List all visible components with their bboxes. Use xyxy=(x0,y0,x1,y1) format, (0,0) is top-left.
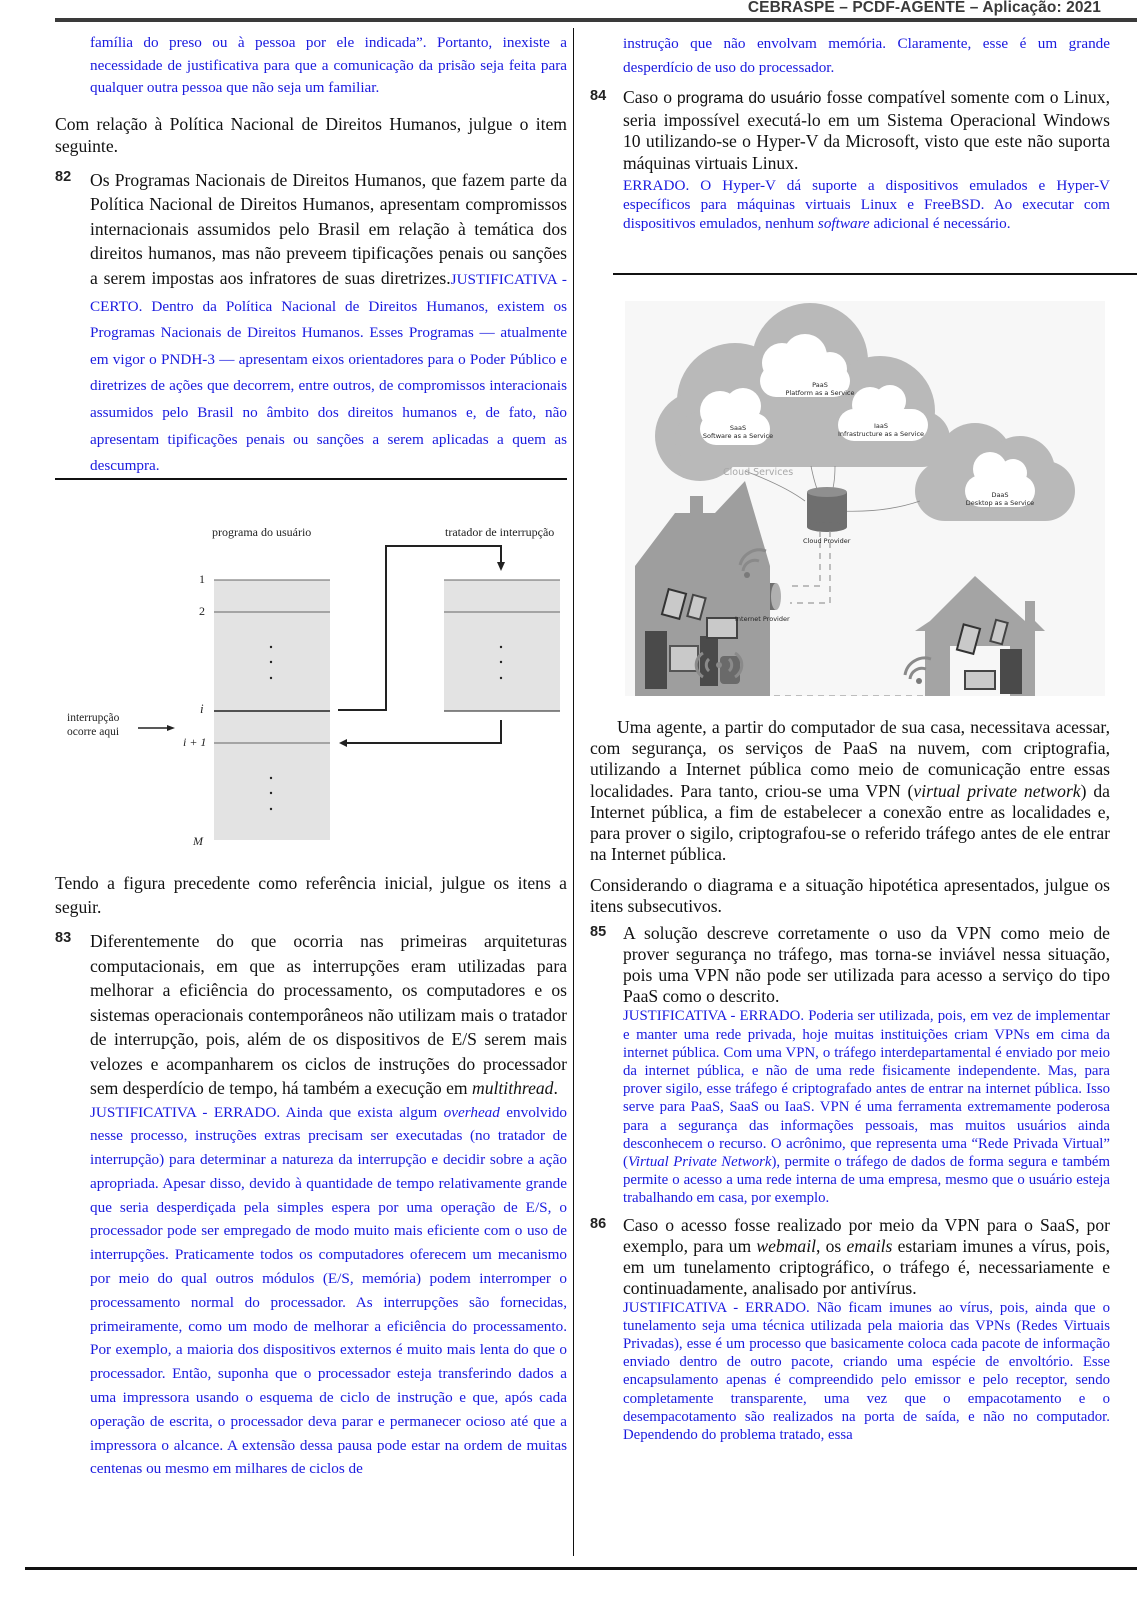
item-86-text-c: estariam imunes a vírus, pois, em um tunelamento criptográfico, o tráfego é, necessariamente e continuadamente, analisado por antivírus. xyxy=(623,1235,1110,1298)
scenario-text-pre: Uma agente, a partir do computador de sua casa, necessitava acessar, com segurança, os serviços de PaaS na nuvem, com criptografia, utilizando a Internet pública como meio de comunicação entre essas localidades. Para tanto, criou-se uma VPN ( xyxy=(590,717,1110,801)
paas-label xyxy=(770,381,870,397)
item-number: 82 xyxy=(55,168,72,185)
item-number: 86 xyxy=(590,1215,607,1232)
daas-subtitle: Desktop as a Service xyxy=(965,499,1035,507)
scenario-text-post: ) da Internet pública, a fim de estabelecer a conexão entre as localidades e, para prover o sigilo, criptografou-se o referido tráfego antes de ele entrar na Internet pública. xyxy=(590,780,1110,865)
cloud-provider-label: Cloud Provider xyxy=(803,537,851,545)
item-85-justification-text: JUSTIFICATIVA - ERRADO. Poderia ser utilizada, pois, em vez de implementar e manter uma rede privada, hoje muitas instituições criam VPNs em cima da internet pública. Com uma VPN, o tráfego interdepartamental é enviado por meio da internet pública, e não de uma rede fisicamente independente. Mas, para prover sigilo, esse tráfego é criptografado antes de entrar na internet pública. Isso serve para PaaS, SaaS ou IaaS. VPN é uma ferramenta extremamente poderosa para a segurança das informações pessoais, mas muitos usuários ainda desconhecem o recurso. O acrônimo, que representa uma “Rede Privada Virtual” ( xyxy=(623,1008,1110,1171)
intro-item-82: Com relação à Política Nacional de Direitos Humanos, julgue o item seguinte. xyxy=(55,113,567,157)
item-86-italic-emails: emails xyxy=(846,1235,893,1256)
item-86-text-a: Caso o acesso fosse realizado por meio da VPN para o SaaS, por exemplo, para um xyxy=(623,1214,1110,1256)
label-interrupt-handler: tratador de interrupção xyxy=(445,525,555,539)
column-divider xyxy=(573,28,574,1556)
item-82-statement: Os Programas Nacionais de Direitos Humanos, que fazem parte da Política Nacional de Direitos Humanos, apresentam compromissos internacionais assumidos pelo Brasil em relação à temática dos direitos humanos, mas não preveem tipificações penais ou sanções a serem impostas aos infratores de suas diretrizes. xyxy=(90,169,567,289)
item-86-text-b: , os xyxy=(816,1235,847,1256)
question-item-84 xyxy=(590,87,1110,234)
paas-title: PaaS xyxy=(812,381,828,389)
row-label-m: M xyxy=(193,834,203,848)
item-84-justification xyxy=(623,176,1110,234)
section-rule-left xyxy=(55,478,567,480)
saas-label xyxy=(693,424,783,440)
intro-item-83: Tendo a figura precedente como referência inicial, julgue os itens a seguir. xyxy=(55,873,567,917)
iaas-title: IaaS xyxy=(873,422,888,430)
item-84-justification-text: ERRADO. O Hyper-V dá suporte a dispositivos emulados e Hyper-V específicos para máquinas virtuais Linux e FreeBSD. Ao executar com dispositivos emulados, nenhum xyxy=(623,177,1110,233)
label-user-program: programa do usuário xyxy=(212,525,312,539)
cloud-services-diagram xyxy=(625,301,1105,696)
iaas-subtitle: Infrastructure as a Service xyxy=(837,430,925,438)
item-number: 83 xyxy=(55,930,72,946)
right-column xyxy=(590,32,1110,234)
item-86-statement xyxy=(623,1215,1110,1299)
item-85-justification-italic: Virtual Private Network xyxy=(627,1154,772,1171)
saas-subtitle: Software as a Service xyxy=(702,432,774,440)
label-interrupt-occurs-2: ocorre aqui xyxy=(67,726,120,738)
row-label-i: i xyxy=(200,701,204,716)
item-84-statement xyxy=(623,87,1110,174)
section-rule-right xyxy=(613,273,1137,275)
item-83-justification xyxy=(90,1101,567,1482)
exam-title: CEBRASPE – PCDF-AGENTE – Aplicação: 2021 xyxy=(747,0,1101,16)
daas-title: DaaS xyxy=(991,491,1009,499)
interrupt-diagram xyxy=(55,500,567,848)
internet-provider-label: Internet Provider xyxy=(735,615,790,623)
item-84-text-post: fosse compatível somente com o Linux, seria impossível executá-lo em um Sistema Operacional Windows 10 utilizando-se o Hyper-V da Microsoft, visto que este não suporta máquinas virtuais Linux. xyxy=(623,87,1110,173)
paas-subtitle: Platform as a Service xyxy=(785,389,855,397)
item-82-justification: JUSTIFICATIVA - CERTO. Dentro da Política Nacional de Direitos Humanos, existem os Programas Nacionais de Direitos Humanos. Esses Programas — atualmente em vigor o PNDH-3 — apresentam eixos orientadores para o Poder Público e diretrizes de ações que decorrem, entre outros, de compromissos interacionais assumidos pelo Brasil no âmbito dos direitos humanos e, de fato, não apresentam tipificações penais ou sanções a serem aplicadas a quem as descumpra. xyxy=(90,271,567,475)
item-84-justification-italic: software xyxy=(817,215,870,233)
iaas-label xyxy=(831,422,931,438)
right-column-lower xyxy=(590,717,1110,1444)
continuation-justification: família do preso ou à pessoa por ele indicada”. Portanto, inexiste a necessidade de justificativa para que a comunicação da prisão seja feita para qualquer outra pessoa que não seja um familiar. xyxy=(90,34,567,96)
left-column xyxy=(55,32,567,479)
item-84-text-pre: Caso o xyxy=(623,87,678,107)
row-label-1: 1 xyxy=(199,572,205,586)
item-83-statement-end: . xyxy=(553,1078,558,1098)
item-83-justification-text: JUSTIFICATIVA - ERRADO. Ainda que exista algum xyxy=(90,1103,444,1121)
item-83-italic-term: multithread xyxy=(472,1078,554,1098)
item-83-justification-italic: overhead xyxy=(443,1103,500,1121)
continuation-justification-right: instrução que não envolvam memória. Claramente, esse é um grande desperdício de uso do processador. xyxy=(623,35,1110,76)
row-label-2: 2 xyxy=(199,604,205,618)
item-83-statement xyxy=(90,929,567,1101)
item-number: 84 xyxy=(590,88,607,104)
item-86-justification: JUSTIFICATIVA - ERRADO. Não ficam imunes ao vírus, pois, ainda que o tunelamento seja uma técnica utilizada pela maioria das VPNs (Redes Virtuais Privadas), esse é um processo que basicamente coloca cada pacote de informação enviado dentro de outro pacote, criando uma espécie de envoltório. Esse encapsulamento apenas é compreendido pelo emissor e pelo receptor, sendo completamente transparente, uma vez que o empacotamento e o desempacotamento são realizados na porta de saída, e não no computador. Dependendo do problema tratado, essa xyxy=(623,1299,1110,1444)
interrupt-flow-svg xyxy=(55,500,567,840)
item-83-justification-rest: envolvido nesse processo, instruções extras precisam ser executadas (no tratador de interrupção) para determinar a natureza da interrupção e decidir sobre a ação apropriada. Apesar disso, devido à quantidade de tempo relativamente grande que seria desperdiçada pela simples espera por uma operação de E/S, o processador pode ser empregado de modo muito mais eficiente com o uso de interrupções. Praticamente todos os computadores oferecem um mecanismo por meio do qual outros módulos (E/S, memória) podem interromper o processamento normal do processador. As interrupções são fornecidas, primeiramente, como um modo de melhorar a eficiência do processamento. Por exemplo, a maioria dos dispositivos externos é muito mais lenta do que o processador. Então, suponha que o processador esteja transferindo dados a uma impressora usando o esquema de ciclo de instrução e que, após cada operação de escrita, o processador deva parar e permanecer ocioso até que a impressora o alcance. A extensão dessa pausa pode estar na ordem de muitas centenas ou mesmo em milhares de ciclos de xyxy=(90,1103,568,1478)
item-83-statement-text: Diferentemente do que ocorria nas primeiras arquiteturas computacionais, em que as interrupções eram utilizadas para melhorar a eficiência do processamento, os computadores e os sistemas operacionais contemporâneos não utilizam mais o tratador de interrupção, pois, além de os dispositivos de E/S serem mais velozes e acompanharem os ciclos de instruções do processador sem desperdício de tempo, há também a execução em xyxy=(90,931,567,1098)
item-number: 85 xyxy=(590,924,607,941)
row-label-i-plus-1: i + 1 xyxy=(183,735,207,749)
question-item-85 xyxy=(590,923,1110,1207)
intro-item-85: Considerando o diagrama e a situação hipotética apresentados, julgue os itens subsecutivos. xyxy=(590,875,1110,916)
left-column-lower xyxy=(55,872,567,1481)
item-84-program-term: programa do usuário xyxy=(677,90,822,107)
label-interrupt-occurs-1: interrupção xyxy=(67,712,120,724)
scenario-italic: virtual private network xyxy=(913,780,1081,801)
item-85-justification xyxy=(623,1007,1110,1207)
item-85-statement: A solução descreve corretamente o uso da VPN como meio de prover segurança no tráfego, mas torna-se inviável nessa situação, pois uma VPN não pode ser utilizada para acesso a serviço do tipo PaaS como o descrito. xyxy=(623,923,1110,1007)
question-item-82 xyxy=(55,168,567,479)
header-rule xyxy=(55,18,1137,22)
scenario-text xyxy=(590,717,1110,865)
item-85-justification-end: ), permite o tráfego de dados de forma segura e também permite o acesso a uma rede interna de uma empresa, mesmo que o usuário esteja trabalhando em casa, por exemplo. xyxy=(623,1154,1111,1207)
item-86-italic-webmail: webmail xyxy=(756,1235,816,1256)
question-item-83 xyxy=(55,929,567,1481)
daas-label xyxy=(955,491,1045,507)
footer-rule xyxy=(25,1567,1137,1570)
item-82-text xyxy=(90,168,567,479)
question-item-86 xyxy=(590,1215,1110,1445)
cloud-services-label: Cloud Services xyxy=(723,467,794,478)
item-84-justification-end: adicional é necessário. xyxy=(869,215,1011,233)
saas-title: SaaS xyxy=(729,424,747,432)
